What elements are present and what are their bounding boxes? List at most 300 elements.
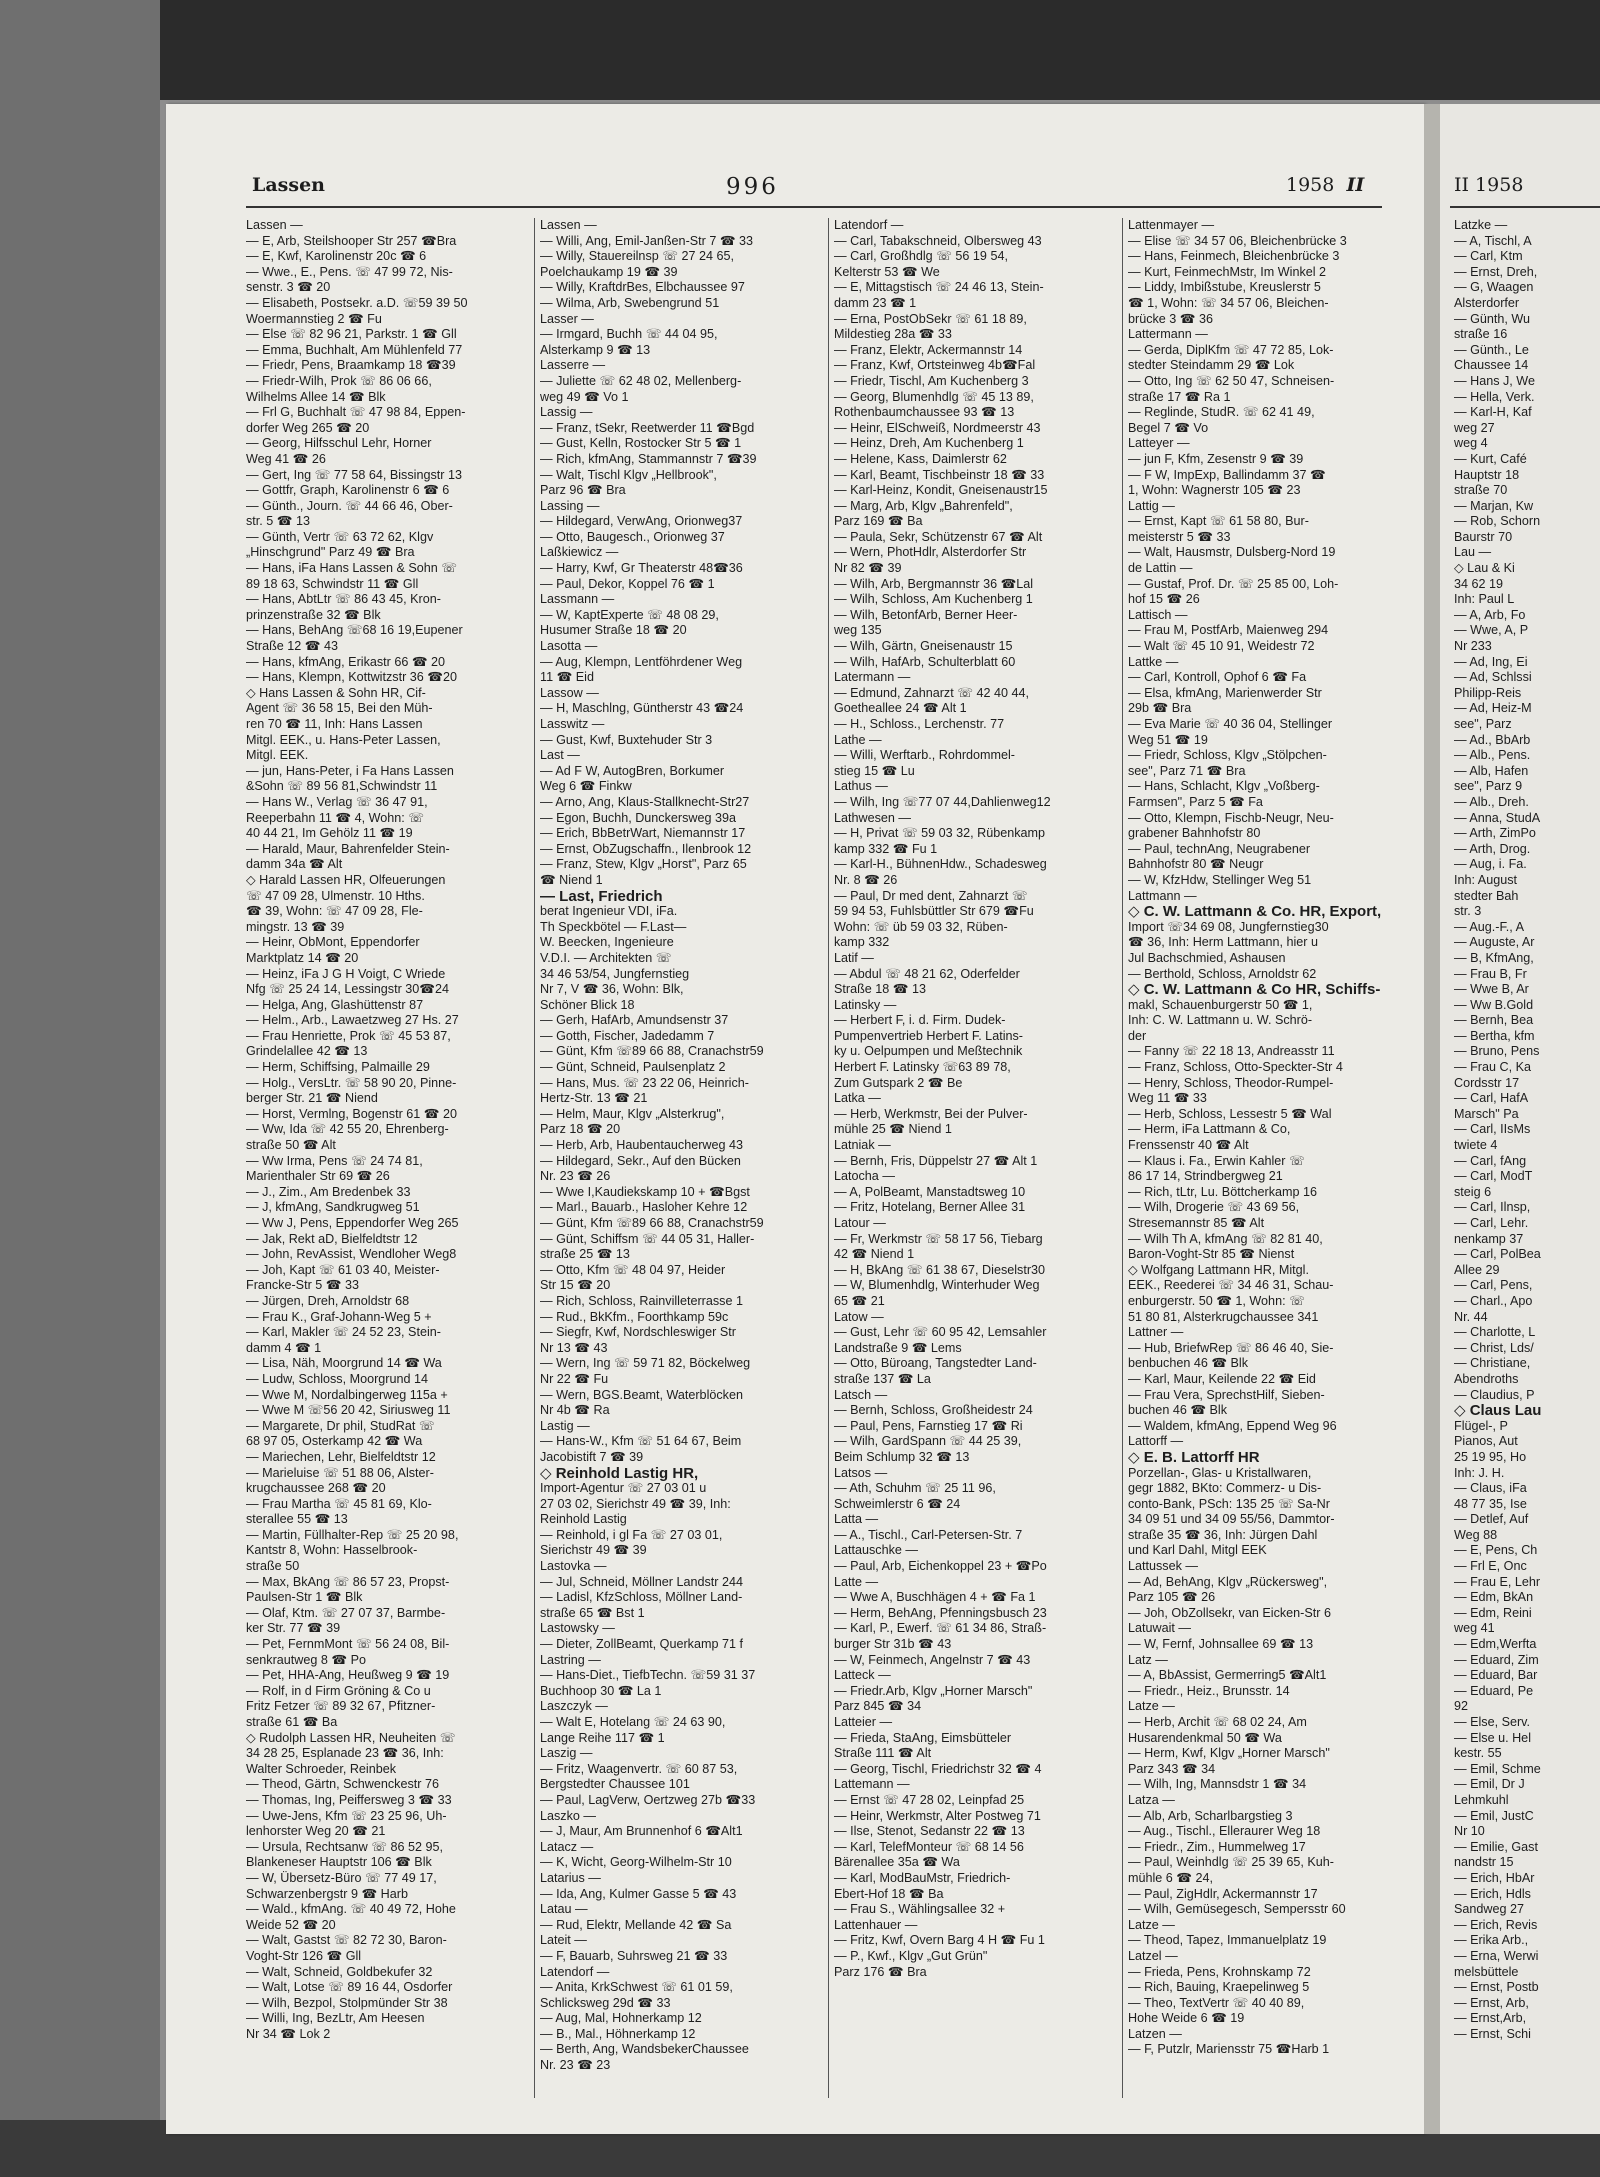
entry-line: — W, Blumenhdlg, Winterhuder Weg: [834, 1278, 1040, 1293]
entry-line: Parz 18 ☎ 20: [540, 1122, 621, 1137]
entry-line: — Wilma, Arb, Swebengrund 51: [540, 295, 720, 310]
entry-line: — K, Wicht, Georg-Wilhelm-Str 10: [540, 1855, 732, 1870]
facing-entry-line: — Carl, ModT: [1454, 1169, 1533, 1184]
entry-line: Latteier —: [834, 1715, 893, 1729]
entry-line: — Edmund, Zahnarzt ☏ 42 40 44,: [834, 685, 1029, 700]
facing-entry-line: — Christiane,: [1454, 1356, 1531, 1371]
entry-line: — Walt, Tischl Klgv „Hellbrook",: [540, 467, 717, 482]
entry-line: — Rich, tLtr, Lu. Böttcherkamp 16: [1128, 1184, 1317, 1199]
entry-line: — Gust, Kelln, Rostocker Str 5 ☎ 1: [540, 436, 742, 451]
entry-line: — Hildegard, VerwAng, Orionweg37: [540, 514, 743, 529]
entry-line: Agent ☏ 36 58 15, Bei den Müh-: [246, 701, 433, 716]
entry-line: Latteyer —: [1128, 436, 1190, 451]
entry-line: — W, Fernf, Johnsallee 69 ☎ 13: [1128, 1637, 1314, 1652]
entry-line: — Paul, Weinhdlg ☏ 25 39 65, Kuh-: [1128, 1855, 1334, 1870]
entry-line: — Otto, Baugesch., Orionweg 37: [540, 529, 725, 544]
entry-line: — Frau K., Graf-Johann-Weg 5 +: [246, 1309, 432, 1324]
year: 1958: [1286, 174, 1335, 196]
directory-page: [166, 104, 1424, 2134]
entry-line: — W, Feinmech, Angelnstr 7 ☎ 43: [834, 1652, 1031, 1667]
entry-line: ◇ Rudolph Lassen HR, Neuheiten ☏: [246, 1730, 456, 1745]
facing-entry-line: — Rob, Schorn: [1454, 514, 1541, 529]
entry-line: ☎ 39, Wohn: ☏ 47 09 28, Fle-: [246, 904, 423, 919]
entry-line: Kantstr 8, Wohn: Hasselbrook-: [246, 1543, 418, 1558]
entry-line: Marktplatz 14 ☎ 20: [246, 950, 359, 965]
entry-line: — John, RevAssist, Wendloher Weg8: [246, 1247, 457, 1262]
entry-line: der: [1128, 1028, 1147, 1043]
entry-line: makl, Schauenburgerstr 50 ☎ 1,: [1128, 997, 1313, 1012]
entry-line: Latz —: [1128, 1652, 1168, 1667]
entry-line: — Günth., Journ. ☏ 44 66 46, Ober-: [246, 498, 453, 513]
facing-entry-line: — E, Pens, Ch: [1454, 1543, 1538, 1558]
entry-line: — Wilh, Schloss, Am Kuchenberg 1: [834, 592, 1033, 607]
entry-line: — Gust, Lehr ☏ 60 95 42, Lemsahler: [834, 1325, 1047, 1340]
entry-line: Latza —: [1128, 1792, 1175, 1807]
entry-line: — Fritz, Hotelang, Berner Allee 31: [834, 1200, 1026, 1215]
book-spine: [1424, 104, 1440, 2134]
entry-line: mingstr. 13 ☎ 39: [246, 919, 345, 934]
entry-line: Herbert F. Latinsky ☏63 89 78,: [834, 1060, 1011, 1075]
entry-line: — Carl, Großhdlg ☏ 56 19 54,: [834, 249, 1008, 264]
entry-line: — Wwe M ☏56 20 42, Siriusweg 11: [246, 1403, 451, 1418]
facing-entry-line: — Bernh, Bea: [1454, 1013, 1534, 1028]
entry-line: — Ww J, Pens, Eppendorfer Weg 265: [246, 1216, 459, 1230]
facing-entry-line: — Erich, HbAr: [1454, 1870, 1535, 1885]
facing-entry-line: — Günth, Wu: [1454, 311, 1531, 326]
entry-line: Mildestieg 28a ☎ 33: [834, 327, 952, 342]
entry-line: Lattisch —: [1128, 607, 1188, 622]
entry-line: — A., Tischl., Carl-Petersen-Str. 7: [834, 1527, 1023, 1542]
entry-line: ◇ Wolfgang Lattmann HR, Mitgl.: [1128, 1262, 1309, 1277]
entry-line: V.D.I. — Architekten ☏: [540, 950, 672, 965]
entry-line: Begel 7 ☎ Vo: [1128, 420, 1209, 435]
facing-entry-line: — Charl., Apo: [1454, 1293, 1533, 1308]
entry-line: Zum Gutspark 2 ☎ Be: [834, 1075, 963, 1090]
entry-line: ker Str. 77 ☎ 39: [246, 1621, 341, 1636]
entry-line: Latendorf —: [834, 218, 904, 232]
entry-line: &Sohn ☏ 89 56 81,Schwindstr 11: [246, 779, 438, 794]
entry-line: — Ida, Ang, Kulmer Gasse 5 ☎ 43: [540, 1886, 737, 1901]
entry-line: ky u. Oelpumpen und Meßtechnik: [834, 1044, 1023, 1059]
volume: II: [1346, 174, 1365, 196]
entry-line: — Aug., Tischl., Elleraurer Weg 18: [1128, 1824, 1321, 1839]
entry-line: — Rud, Elektr, Mellande 42 ☎ Sa: [540, 1917, 732, 1932]
facing-entry-line: 92: [1454, 1699, 1469, 1714]
entry-line: Lassmann —: [540, 592, 615, 607]
facing-entry-line: — Ad., BbArb: [1454, 732, 1531, 747]
entry-line: damm 4 ☎ 1: [246, 1340, 322, 1355]
entry-line: — Friedr., Heiz., Brunsstr. 14: [1128, 1683, 1290, 1698]
facing-entry-line: Allee 29: [1454, 1262, 1500, 1277]
entry-line: Latocha —: [834, 1169, 895, 1184]
facing-entry-line: — Günth., Le: [1454, 342, 1529, 357]
entry-line: — Günt, Schneid, Paulsenplatz 2: [540, 1060, 726, 1075]
entry-line: — Friedr., Zim., Hummelweg 17: [1128, 1839, 1306, 1854]
facing-entry-line: — Erna, Werwi: [1454, 1948, 1539, 1963]
entry-line: — Otto, Kfm ☏ 48 04 97, Heider: [540, 1262, 726, 1277]
entry-line: Buchhoop 30 ☎ La 1: [540, 1683, 662, 1698]
facing-entry-line: — Erich, Revis: [1454, 1917, 1538, 1932]
entry-line: — Reinhold, i gl Fa ☏ 27 03 01,: [540, 1527, 723, 1542]
entry-line: Jul Bachschmied, Ashausen: [1128, 950, 1286, 965]
entry-line: Mitgl. EEK.: [246, 748, 309, 763]
entry-line: Parz 96 ☎ Bra: [540, 483, 626, 498]
entry-line: — Walt, Schneid, Goldbekufer 32: [246, 1964, 433, 1979]
facing-entry-line: — Edm,Werfta: [1454, 1637, 1537, 1652]
entry-line: — J, Maur, Am Brunnenhof 6 ☎Alt1: [540, 1824, 743, 1839]
entry-line: — Franz, tSekr, Reetwerder 11 ☎Bgd: [540, 420, 755, 435]
entry-line: — Wwe., E., Pens. ☏ 47 99 72, Nis-: [246, 264, 453, 279]
entry-line: — Georg, Hilfsschul Lehr, Horner: [246, 436, 432, 451]
entry-line: Lattussek —: [1128, 1559, 1198, 1574]
entry-line: — A, PolBeamt, Manstadtsweg 10: [834, 1184, 1026, 1199]
entry-line: — Karl-H., BühnenHdw., Schadesweg: [834, 857, 1047, 872]
entry-line: straße 35 ☎ 36, Inh: Jürgen Dahl: [1128, 1527, 1318, 1542]
entry-line: — Friedr, Tischl, Am Kuchenberg 3: [834, 373, 1029, 388]
entry-line: Nr. 8 ☎ 26: [834, 872, 898, 887]
entry-line: — Walt, Hausmstr, Dulsberg-Nord 19: [1128, 545, 1336, 560]
facing-entry-line: — Claudius, P: [1454, 1387, 1535, 1402]
entry-line: Laszko —: [540, 1808, 596, 1823]
entry-line: — Pet, FernmMont ☏ 56 24 08, Bil-: [246, 1637, 450, 1652]
entry-line: Lattenhauer —: [834, 1917, 918, 1932]
entry-line: str. 5 ☎ 13: [246, 514, 310, 529]
entry-line: — F W, ImpExp, Ballindamm 37 ☎: [1128, 467, 1326, 482]
entry-line: Latzen —: [1128, 2026, 1182, 2041]
entry-line: EEK., Reederei ☏ 34 46 31, Schau-: [1128, 1278, 1334, 1293]
entry-line: — Joh, Kapt ☏ 61 03 40, Meister-: [246, 1262, 440, 1277]
facing-entry-line: — Frau B, Fr: [1454, 966, 1527, 981]
facing-entry-line: Lehmkuhl: [1454, 1792, 1509, 1807]
entry-line: — Emma, Buchhalt, Am Mühlenfeld 77: [246, 342, 463, 357]
entry-line: — Irmgard, Buchh ☏ 44 04 95,: [540, 327, 718, 342]
entry-line: gegr 1882, BKto: Commerz- u Dis-: [1128, 1481, 1322, 1496]
entry-line: — Helga, Ang, Glashüttenstr 87: [246, 997, 424, 1012]
entry-line: — Harry, Kwf, Gr Theaterstr 48☎36: [540, 561, 743, 576]
entry-line: — Else ☏ 82 96 21, Parkstr. 1 ☎ Gll: [246, 327, 457, 342]
entry-line: — Friedr, Schloss, Klgv „Stölpchen-: [1128, 748, 1327, 763]
entry-line: W. Beecken, Ingenieure: [540, 935, 674, 950]
facing-entry-line: — A, Arb, Fo: [1454, 607, 1526, 622]
entry-line: — Otto, Ing ☏ 62 50 47, Schneisen-: [1128, 373, 1335, 388]
facing-entry-line: — Frl E, Onc: [1454, 1559, 1527, 1574]
entry-line: — Günth, Vertr ☏ 63 72 62, Klgv: [246, 529, 434, 544]
entry-line: Laßkiewicz —: [540, 545, 619, 560]
facing-entry-line: — G, Waagen: [1454, 280, 1534, 295]
facing-entry-line: Inh: Paul L: [1454, 592, 1515, 607]
facing-entry-line: — A, Tischl, A: [1454, 233, 1532, 248]
entry-line: brücke 3 ☎ 36: [1128, 311, 1213, 326]
entry-line: Import-Agentur ☏ 27 03 01 u: [540, 1481, 707, 1496]
entry-line: Latinsky —: [834, 997, 897, 1012]
entry-line: Lastovka —: [540, 1559, 607, 1574]
facing-entry-line: — Ernst, Dreh,: [1454, 264, 1538, 279]
entry-line: Parz 176 ☎ Bra: [834, 1964, 927, 1979]
entry-line: — Gottfr, Graph, Karolinenstr 6 ☎ 6: [246, 483, 450, 498]
column-1: [246, 218, 529, 2118]
entry-line: — Paul, Dr med dent, Zahnarzt ☏: [834, 888, 1028, 903]
facing-entry-line: weg 41: [1454, 1621, 1495, 1636]
entry-line: ◇ Hans Lassen & Sohn HR, Cif-: [246, 685, 426, 700]
entry-line: — Ernst ☏ 47 28 02, Leinpfad 25: [834, 1792, 1025, 1807]
entry-line: — Hans, BehAng ☏68 16 19,Eupener: [246, 623, 463, 638]
entry-line: Latour —: [834, 1216, 886, 1230]
entry-line: — Wwe A, Buschhägen 4 + ☎ Fa 1: [834, 1590, 1036, 1605]
entry-line: — Ilse, Stenot, Sedanstr 22 ☎ 13: [834, 1824, 1025, 1839]
entry-line: — Ath, Schuhm ☏ 25 11 96,: [834, 1481, 996, 1496]
facing-entry-line: — Else u. Hel: [1454, 1730, 1531, 1745]
entry-line: mühle 25 ☎ Niend 1: [834, 1122, 952, 1137]
entry-line: Latow —: [834, 1309, 884, 1324]
entry-line: — Elise ☏ 34 57 06, Bleichenbrücke 3: [1128, 233, 1347, 248]
entry-line: Lasotta —: [540, 639, 598, 654]
entry-line: straße 61 ☎ Ba: [246, 1715, 338, 1729]
entry-line: — W, Übersetz-Büro ☏ 77 49 17,: [246, 1870, 437, 1885]
entry-line: — Rich, Schloss, Rainvilleterrasse 1: [540, 1293, 743, 1308]
entry-line: Latka —: [834, 1091, 881, 1106]
entry-line: Weide 52 ☎ 20: [246, 1917, 336, 1932]
entry-line: — Heinz, iFa J G H Voigt, C Wriede: [246, 966, 446, 981]
facing-entry-line: — Auguste, Ar: [1454, 935, 1535, 950]
entry-line: — Jürgen, Dreh, Arnoldstr 68: [246, 1293, 410, 1308]
entry-line: Landstraße 9 ☎ Lems: [834, 1340, 962, 1355]
entry-line: — Jul, Schneid, Möllner Landstr 244: [540, 1574, 744, 1589]
facing-entry-line: — Eduard, Zim: [1454, 1652, 1539, 1667]
facing-entry-line: — Wwe, A, P: [1454, 623, 1529, 638]
entry-line: — Kurt, FeinmechMstr, Im Winkel 2: [1128, 264, 1327, 279]
entry-line: — Heinr, ObMont, Eppendorfer: [246, 935, 420, 950]
entry-line: — E, Kwf, Karolinenstr 20c ☎ 6: [246, 249, 427, 264]
entry-line: Latif —: [834, 950, 874, 965]
facing-entry-line: straße 70: [1454, 483, 1508, 498]
entry-line: — Rich, Bauing, Kraepelinweg 5: [1128, 1980, 1310, 1995]
entry-line: Parz 169 ☎ Ba: [834, 514, 923, 529]
entry-line: — P., Kwf., Klgv „Gut Grün": [834, 1948, 988, 1963]
entry-line: — Wilh, BetonfArb, Berner Heer-: [834, 607, 1018, 622]
entry-line: Lattig —: [1128, 498, 1175, 513]
entry-line: 59 94 53, Fuhlsbüttler Str 679 ☎Fu: [834, 904, 1034, 919]
entry-line: — Elisabeth, Postsekr. a.D. ☏59 39 50: [246, 295, 468, 310]
entry-line: — Georg, Blumenhdlg ☏ 45 13 89,: [834, 389, 1034, 404]
entry-line: — Willi, Ing, BezLtr, Am Heesen: [246, 2011, 425, 2026]
entry-line: 89 18 63, Schwindstr 11 ☎ Gll: [246, 576, 419, 591]
facing-entry-line: — Emil, Dr J: [1454, 1777, 1525, 1792]
entry-line: 68 97 05, Osterkamp 42 ☎ Wa: [246, 1434, 423, 1449]
entry-line: grabener Bahnhofstr 80: [1128, 826, 1261, 841]
entry-line: — Wald., kfmAng. ☏ 40 49 72, Hohe: [246, 1902, 456, 1917]
facing-entry-line: see", Parz 9: [1454, 779, 1523, 794]
entry-line: burger Str 31b ☎ 43: [834, 1637, 952, 1652]
entry-line: stieg 15 ☎ Lu: [834, 763, 915, 778]
entry-line: Straße 111 ☎ Alt: [834, 1746, 932, 1761]
entry-line: Lange Reihe 117 ☎ 1: [540, 1730, 665, 1745]
entry-line: Lassow —: [540, 685, 599, 700]
entry-line: sterallee 55 ☎ 13: [246, 1512, 348, 1527]
column-4: [1128, 218, 1411, 2118]
facing-running-head: II 1958: [1454, 174, 1524, 196]
entry-line: — Wilh, Ing, Mannsdstr 1 ☎ 34: [1128, 1777, 1307, 1792]
entry-line: — Wern, PhotHdlr, Alsterdorfer Str: [834, 545, 1027, 560]
entry-line: Lassig —: [540, 405, 593, 420]
facing-entry-line: — Karl-H, Kaf: [1454, 405, 1532, 420]
entry-line: — Hans, Schlacht, Klgv „Voßberg-: [1128, 779, 1320, 794]
entry-line: — Berth, Ang, WandsbekerChaussee: [540, 2042, 749, 2057]
facing-entry-line: — Ernst, Schi: [1454, 2026, 1531, 2041]
entry-line: — Friedr-Wilh, Prok ☏ 86 06 66,: [246, 373, 432, 388]
facing-entry-line: — Alb., Dreh.: [1454, 794, 1529, 809]
facing-entry-line: Latzke —: [1454, 218, 1508, 232]
entry-line: — Paul, Pens, Farnstieg 17 ☎ Ri: [834, 1418, 1023, 1433]
entry-line: — Frau Vera, SprechstHilf, Sieben-: [1128, 1387, 1325, 1402]
entry-line: — Willy, Stauereilnsp ☏ 27 24 65,: [540, 249, 735, 264]
entry-line: 40 44 21, Im Gehölz 11 ☎ 19: [246, 826, 413, 841]
entry-line: — Walt ☏ 45 10 91, Weidestr 72: [1128, 639, 1315, 654]
facing-header-rule: [1450, 206, 1600, 208]
facing-entry-line: see", Parz: [1454, 717, 1512, 731]
entry-line: Kelterstr 53 ☎ We: [834, 264, 940, 279]
entry-line: — Georg, Tischl, Friedrichstr 32 ☎ 4: [834, 1761, 1042, 1776]
entry-line: Parz 105 ☎ 26: [1128, 1590, 1216, 1605]
entry-line: — Marl., Bauarb., Hasloher Kehre 12: [540, 1200, 748, 1215]
entry-line: Nr 4b ☎ Ra: [540, 1403, 610, 1418]
entry-line: — Otto, Klempn, Fischb-Neugr, Neu-: [1128, 810, 1334, 825]
entry-line: — Egon, Buchh, Dunckersweg 39a: [540, 810, 737, 825]
facing-entry-line: — Edm, BkAn: [1454, 1590, 1534, 1605]
entry-line: Lattenmayer —: [1128, 218, 1215, 232]
entry-line: — Karl, Maur, Keilende 22 ☎ Eid: [1128, 1371, 1316, 1386]
entry-line: — Olaf, Ktm. ☏ 27 07 37, Barmbe-: [246, 1605, 446, 1620]
entry-line: Farmsen", Parz 5 ☎ Fa: [1128, 794, 1263, 809]
entry-line: — Reglinde, StudR. ☏ 62 41 49,: [1128, 405, 1315, 420]
entry-line: — Herm, iFa Lattmann & Co,: [1128, 1122, 1291, 1137]
entry-line: Nr. 23 ☎ 23: [540, 2058, 611, 2073]
entry-line: kamp 332: [834, 935, 890, 950]
entry-line: — J, kfmAng, Sandkrugweg 51: [246, 1200, 420, 1215]
entry-line: Latteck —: [834, 1668, 891, 1683]
entry-line: 1, Wohn: Wagnerstr 105 ☎ 23: [1128, 483, 1301, 498]
entry-line: conto-Bank, PSch: 135 25 ☏ Sa-Nr: [1128, 1496, 1330, 1511]
facing-entry-line: — Frau E, Lehr: [1454, 1574, 1541, 1589]
entry-line: — Aug, Mal, Hohnerkamp 12: [540, 2011, 702, 2026]
entry-line: — Paul, ZigHdlr, Ackermannstr 17: [1128, 1886, 1318, 1901]
entry-line: Blankeneser Hauptstr 106 ☎ Blk: [246, 1855, 432, 1870]
facing-entry-line: Pianos, Aut: [1454, 1434, 1518, 1449]
entry-line: — Willi, Werftarb., Rohrdommel-: [834, 748, 1016, 763]
entry-line: — Frau M, PostfArb, Maienweg 294: [1128, 623, 1329, 638]
facing-entry-line: 25 19 95, Ho: [1454, 1449, 1527, 1464]
entry-line: — Willy, KraftdrBes, Elbchaussee 97: [540, 280, 745, 295]
entry-line: — Karl, Makler ☏ 24 52 23, Stein-: [246, 1325, 441, 1340]
entry-line: Latermann —: [834, 670, 911, 685]
entry-line: Francke-Str 5 ☎ 33: [246, 1278, 359, 1293]
entry-line: — Fr, Werkmstr ☏ 58 17 56, Tiebarg: [834, 1231, 1043, 1246]
entry-line: — Joh, ObZollsekr, van Eicken-Str 6: [1128, 1605, 1331, 1620]
entry-line: 34 09 51 und 34 09 55/56, Dammtor-: [1128, 1512, 1335, 1527]
entry-line: — Wern, BGS.Beamt, Waterblöcken: [540, 1387, 743, 1402]
entry-line: Porzellan-, Glas- u Kristallwaren,: [1128, 1465, 1312, 1480]
entry-line: — Fanny ☏ 22 18 13, Andreasstr 11: [1128, 1044, 1335, 1059]
entry-line: Lattorff —: [1128, 1434, 1184, 1449]
entry-line: Lasswitz —: [540, 717, 605, 731]
entry-line: ☏ 47 09 28, Ulmenstr. 10 Hths.: [246, 888, 425, 903]
facing-entry-line: — Eduard, Pe: [1454, 1683, 1534, 1698]
entry-line: Inh: C. W. Lattmann u. W. Schrö-: [1128, 1013, 1313, 1028]
entry-line: Lathus —: [834, 779, 888, 794]
entry-line: — Karl, ModBauMstr, Friedrich-: [834, 1870, 1011, 1885]
entry-line: — Herm, BehAng, Pfenningsbusch 23: [834, 1605, 1047, 1620]
entry-line: Grindelallee 42 ☎ 13: [246, 1044, 368, 1059]
entry-line: Bergstedter Chaussee 101: [540, 1777, 690, 1792]
entry-line: — Rud., BkKfm., Foorthkamp 59c: [540, 1309, 729, 1324]
entry-line: Schlicksweg 29d ☎ 33: [540, 1995, 671, 2010]
entry-line: — W, KfzHdw, Stellinger Weg 51: [1128, 872, 1312, 887]
facing-entry-line: — Arth, Drog.: [1454, 841, 1531, 856]
entry-line: Lastring —: [540, 1652, 601, 1667]
entry-line: Lassing —: [540, 498, 600, 513]
entry-line: Latze —: [1128, 1699, 1175, 1714]
facing-entry-line: Lau —: [1454, 545, 1492, 560]
entry-line: — Willi, Ang, Emil-Janßen-Str 7 ☎ 33: [540, 233, 754, 248]
facing-entry-line: Inh: J. H.: [1454, 1465, 1505, 1480]
facing-entry-line: ◇ Lau & Ki: [1454, 561, 1515, 576]
entry-line: — Hans-W., Kfm ☏ 51 64 67, Beim: [540, 1434, 742, 1449]
entry-line: — Ernst, ObZugschaffn., Ilenbrook 12: [540, 841, 752, 856]
facing-entry-line: — Else, Serv.: [1454, 1715, 1531, 1729]
entry-line: — Ad, BehAng, Klgv „Rückersweg",: [1128, 1574, 1328, 1589]
entry-line: — Bernh, Schloss, Großheidestr 24: [834, 1403, 1033, 1418]
facing-entry-line: — Wwe B, Ar: [1454, 982, 1529, 997]
entry-line: — Ladisl, KfzSchloss, Möllner Land-: [540, 1590, 743, 1605]
running-head-surname: Lassen: [252, 174, 325, 196]
facing-entry-line: steig 6: [1454, 1184, 1492, 1199]
facing-entry-line: — Ernst,Arb,: [1454, 2011, 1527, 2026]
entry-line: Reinhold Lastig: [540, 1512, 627, 1527]
facing-entry-line: melsbüttele: [1454, 1964, 1519, 1979]
entry-line: — Karl-Heinz, Kondit, Gneisenaustr15: [834, 483, 1048, 498]
entry-line: — Carl, Kontroll, Ophof 6 ☎ Fa: [1128, 670, 1307, 685]
entry-line: — Ursula, Rechtsanw ☏ 86 52 95,: [246, 1839, 444, 1854]
entry-line: und Karl Dahl, Mitgl EEK: [1128, 1543, 1267, 1558]
entry-line: Lassen —: [540, 218, 597, 232]
facing-entry-line: Weg 88: [1454, 1527, 1498, 1542]
entry-line: hof 15 ☎ 26: [1128, 592, 1200, 607]
entry-line: ◇ C. W. Lattmann & Co HR, Schiffs-: [1128, 981, 1381, 999]
facing-entry-line: nenkamp 37: [1454, 1231, 1524, 1246]
entry-line: Lattauschke —: [834, 1543, 919, 1558]
entry-line: Walter Schroeder, Reinbek: [246, 1761, 397, 1776]
entry-line: Lassen —: [246, 218, 303, 232]
entry-line: Wohn: ☏ üb 59 03 32, Rüben-: [834, 919, 1008, 934]
entry-line: — Karl, TelefMonteur ☏ 68 14 56: [834, 1839, 1024, 1854]
facing-entry-line: nandstr 15: [1454, 1855, 1514, 1870]
entry-line: — Carl, Tabakschneid, Olbersweg 43: [834, 233, 1042, 248]
facing-entry-line: — Carl, Lehr.: [1454, 1216, 1529, 1230]
entry-line: — Herb, Schloss, Lessestr 5 ☎ Wal: [1128, 1106, 1332, 1121]
entry-line: — Eva Marie ☏ 40 36 04, Stellinger: [1128, 717, 1333, 731]
entry-line: — Wilh, GardSpann ☏ 44 25 39,: [834, 1434, 1022, 1449]
entry-line: Nr 82 ☎ 39: [834, 561, 902, 576]
entry-line: ◇ E. B. Lattorff HR: [1128, 1448, 1260, 1466]
entry-line: — Abdul ☏ 48 21 62, Oderfelder: [834, 966, 1020, 981]
entry-line: Lasser —: [540, 311, 594, 326]
facing-entry-line: Cordsstr 17: [1454, 1075, 1520, 1090]
facing-entry-line: kestr. 55: [1454, 1746, 1502, 1761]
facing-entry-line: stedter Bah: [1454, 888, 1519, 903]
entry-line: — Ludw, Schloss, Moorgrund 14: [246, 1371, 429, 1386]
entry-line: — Günt, Schiffsm ☏ 44 05 31, Haller-: [540, 1231, 755, 1246]
facing-entry-line: Nr. 44: [1454, 1309, 1488, 1324]
entry-line: — W, KaptExperte ☏ 48 08 29,: [540, 607, 719, 622]
